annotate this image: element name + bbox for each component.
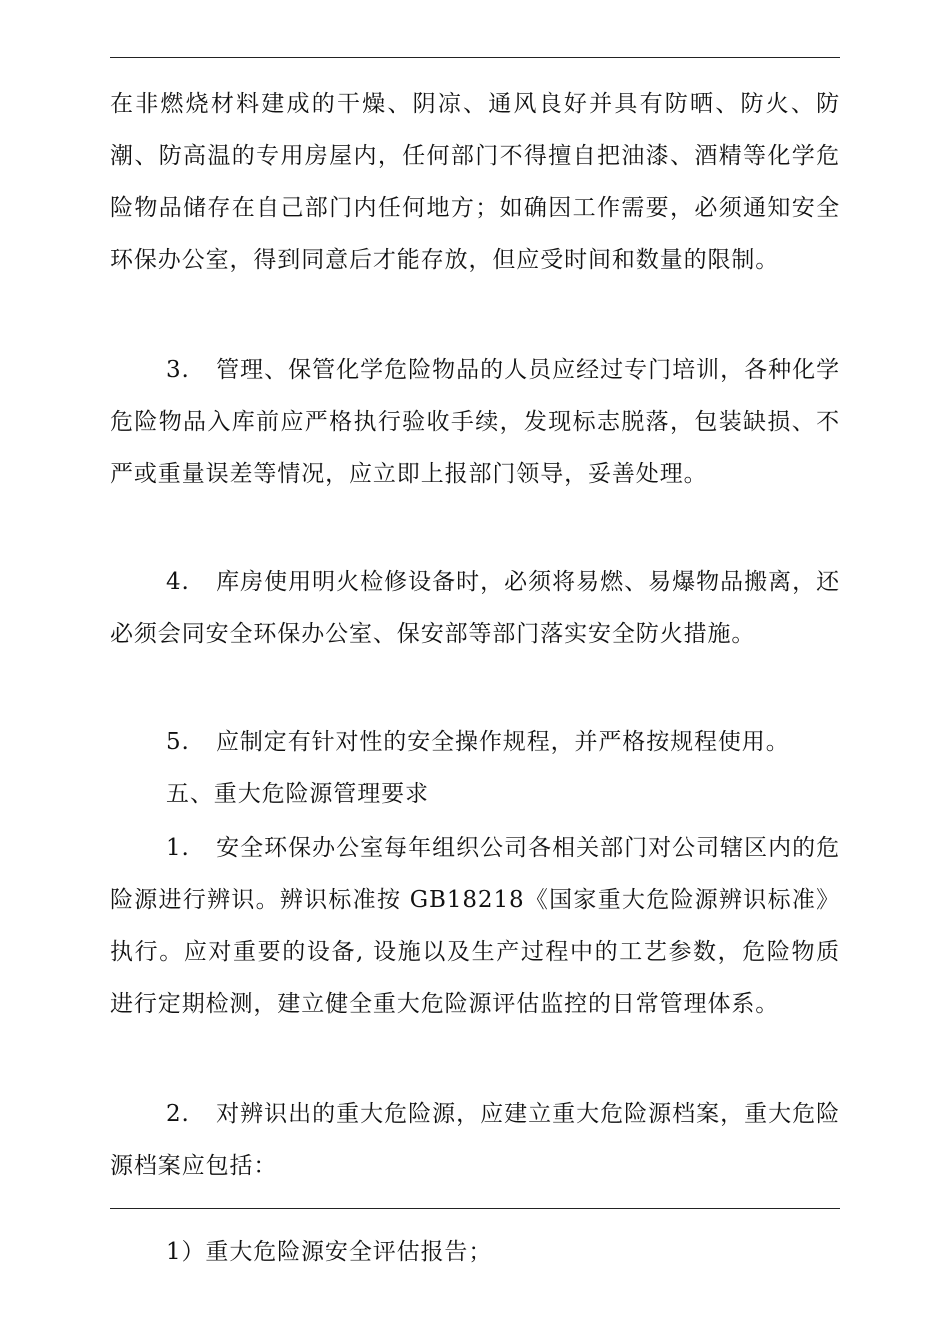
item-text: 管理、保管化学危险物品的人员应经过专门培训，各种化学危险物品入库前应严格执行验收手续，发现标志脱落，包装缺损、不严或重量误差等情况，应立即上报部门领导，妥善处理。 (110, 357, 840, 487)
item-number: 1. (166, 835, 190, 861)
list-item-3 (110, 344, 840, 500)
paragraph-text: 在非燃烧材料建成的干燥、阴凉、通风良好并具有防晒、防火、防潮、防高温的专用房屋内，任何部门不得擅自把油漆、酒精等化学危险物品储存在自己部门内任何地方；如确因工作需要，必须通知安全环保办公室，得到同意后才能存放，但应受时间和数量的限制。 (110, 91, 840, 273)
item-text: 安全环保办公室每年组织公司各相关部门对公司辖区内的危险源进行辨识。辨识标准按 GB18218《国家重大危险源辨识标准》执行。应对重要的设备, 设施以及生产过程中的工艺参数，危险物质进行定期检测，建立健全重大危险源评估监控的日常管理体系。 (110, 835, 840, 1017)
item-number: 4. (166, 569, 190, 595)
header-rule (110, 57, 840, 58)
heading-text: 五、重大危险源管理要求 (166, 781, 429, 807)
page-break-rule (110, 1208, 840, 1209)
list-subitem-text: 1）重大危险源安全评估报告； (166, 1239, 493, 1265)
paragraph-continuation (110, 78, 840, 286)
section-item-1 (110, 822, 840, 1030)
list-item-4 (110, 556, 840, 660)
next-page-line (166, 1226, 840, 1278)
item-text: 应制定有针对性的安全操作规程，并严格按规程使用。 (216, 729, 790, 755)
item-text: 对辨识出的重大危险源，应建立重大危险源档案，重大危险源档案应包括： (110, 1101, 840, 1179)
section-item-2 (110, 1088, 840, 1192)
item-number: 2. (166, 1101, 190, 1127)
item-number: 3. (166, 357, 190, 383)
section-heading (110, 768, 840, 820)
item-number: 5. (166, 729, 190, 755)
list-item-5 (110, 716, 840, 768)
item-text: 库房使用明火检修设备时，必须将易燃、易爆物品搬离，还必须会同安全环保办公室、保安部等部门落实安全防火措施。 (110, 569, 840, 647)
